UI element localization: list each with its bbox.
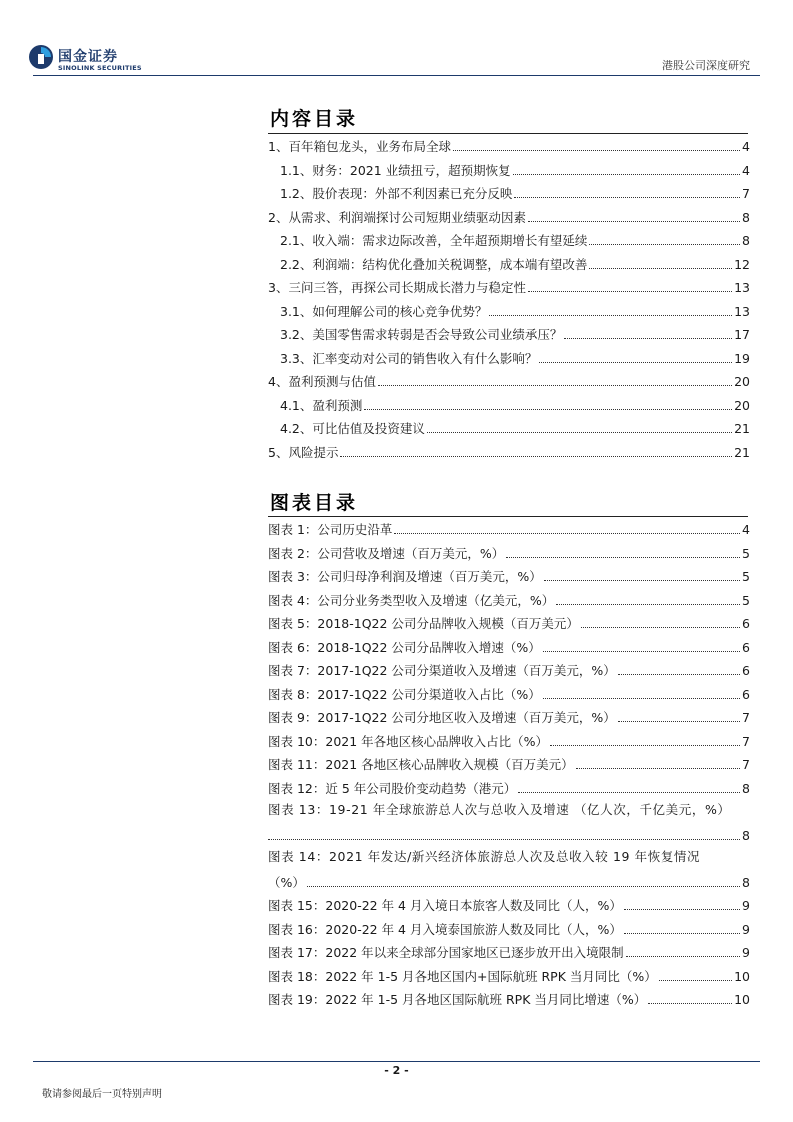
figure-entry[interactable] (268, 990, 750, 1008)
figure-entry[interactable] (268, 896, 750, 914)
figure-entry-label: 图表 14：2021 年发达/新兴经济体旅游总人次及总收入较 19 年恢复情况 (268, 849, 701, 864)
figure-entry-page: 4 (742, 522, 750, 537)
figure-entry[interactable] (268, 779, 750, 797)
toc-entry-label: 3、三问三答，再探公司长期成长潜力与稳定性 (268, 280, 526, 295)
toc-leader (648, 1003, 732, 1004)
toc-entry-label: 5、风险提示 (268, 444, 339, 460)
figure-entry[interactable] (268, 685, 750, 703)
toc-entry-page: 21 (734, 444, 750, 460)
toc-entry[interactable] (268, 302, 750, 320)
toc-leader (556, 604, 740, 605)
toc-leader (543, 651, 740, 652)
toc-entry-page: 21 (734, 421, 750, 436)
figure-entry-page: 6 (742, 616, 750, 631)
figure-entry[interactable] (268, 661, 750, 679)
toc-entry-label: 3.1、如何理解公司的核心竞争优势？ (280, 303, 488, 319)
toc-leader (624, 909, 740, 910)
figure-entry-page: 6 (742, 639, 750, 655)
toc-leader (364, 409, 732, 410)
figure-entry-page: 9 (742, 921, 750, 937)
brand-logo (28, 44, 153, 74)
toc-entry[interactable] (268, 325, 750, 343)
toc-leader (618, 674, 740, 675)
figure-entry[interactable] (268, 520, 750, 538)
toc-entry[interactable] (268, 278, 750, 296)
toc-entry-page: 4 (742, 162, 750, 178)
figures-title-divider (268, 516, 748, 517)
toc-entry-label: 1、百年箱包龙头，业务布局全球 (268, 139, 451, 154)
toc-entry-page: 20 (734, 374, 750, 389)
page-header (0, 0, 793, 80)
toc-leader (518, 792, 740, 793)
figure-entry-label: 图表 15：2020-22 年 4 月入境日本旅客人数及同比（人，%） (268, 898, 622, 913)
toc-leader (624, 933, 740, 934)
toc-entry-page: 17 (734, 327, 750, 342)
figures-title: 图表目录 (270, 492, 359, 514)
figure-entry-label: 图表 11：2021 各地区核心品牌收入规模（百万美元） (268, 757, 574, 772)
figure-entry-page: 9 (742, 945, 750, 960)
figure-entry-line1[interactable] (268, 849, 750, 867)
figure-entry-label: 图表 1：公司历史沿革 (268, 522, 393, 537)
figure-entry[interactable] (268, 591, 750, 609)
figure-entry-label: 图表 16：2020-22 年 4 月入境泰国旅游人数及同比（人，%） (268, 921, 622, 937)
figure-entry-label: 图表 9：2017-1Q22 公司分地区收入及增速（百万美元，%） (268, 710, 616, 725)
toc-leader (340, 456, 732, 457)
toc-leader (427, 432, 732, 433)
figure-entry-line2[interactable] (268, 826, 750, 844)
toc-leader (576, 768, 740, 769)
page-number: - 2 - (384, 1064, 409, 1077)
toc-entry-label: 1.1、财务：2021 业绩扭亏，超预期恢复 (280, 162, 511, 178)
figure-entry-label: 图表 6：2018-1Q22 公司分品牌收入增速（%） (268, 639, 541, 655)
logo-chinese-name: 国金证券 (58, 49, 118, 65)
figure-entry[interactable] (268, 544, 750, 562)
figure-entry-label: 图表 12：近 5 年公司股价变动趋势（港元） (268, 780, 517, 796)
footer-divider (33, 1061, 760, 1062)
figure-entry-label: 图表 17：2022 年以来全球部分国家地区已逐步放开出入境限制 (268, 945, 624, 960)
figure-entry-label: 图表 10：2021 年各地区核心品牌收入占比（%） (268, 733, 549, 749)
figure-entry[interactable] (268, 614, 750, 632)
toc-entry[interactable] (268, 231, 750, 249)
toc-leader (626, 956, 740, 957)
figure-entry-page: 6 (742, 663, 750, 678)
toc-entry-page: 19 (734, 350, 750, 366)
figure-entry[interactable] (268, 732, 750, 750)
figure-entry[interactable] (268, 638, 750, 656)
figure-entry-page: 8 (742, 780, 750, 796)
figure-entry-page: 8 (742, 827, 750, 843)
figure-entry[interactable] (268, 708, 750, 726)
toc-entry-page: 20 (734, 397, 750, 413)
toc-leader (307, 886, 740, 887)
toc-entry-page: 13 (734, 303, 750, 319)
toc-entry[interactable] (268, 443, 750, 461)
figure-entry-page: 9 (742, 898, 750, 913)
figure-entry-label: 图表 8：2017-1Q22 公司分渠道收入占比（%） (268, 686, 541, 702)
toc-leader (544, 580, 740, 581)
contents-title-divider (268, 133, 748, 134)
figure-entry-page: 8 (742, 874, 750, 890)
toc-entry[interactable] (268, 396, 750, 414)
toc-leader (528, 221, 740, 222)
figure-entry[interactable] (268, 755, 750, 773)
toc-leader (528, 291, 732, 292)
toc-entry-label: 4.2、可比估值及投资建议 (280, 421, 425, 436)
toc-entry-label: 4、盈利预测与估值 (268, 374, 376, 389)
toc-leader (268, 839, 740, 840)
toc-leader (539, 362, 732, 363)
toc-entry-page: 8 (742, 233, 750, 248)
toc-entry-page: 4 (742, 139, 750, 154)
toc-entry[interactable] (268, 372, 750, 390)
figure-entry-page: 10 (734, 968, 750, 984)
figure-entry-label: 图表 4：公司分业务类型收入及增速（亿美元，%） (268, 592, 555, 608)
figure-entry-page: 5 (742, 545, 750, 561)
figure-entry-page: 7 (742, 710, 750, 725)
toc-leader (394, 533, 740, 534)
toc-entry-label: 2.2、利润端：结构优化叠加关税调整，成本端有望改善 (280, 256, 588, 272)
toc-entry[interactable] (268, 137, 750, 155)
toc-leader (453, 150, 740, 151)
figure-entry-label: 图表 7：2017-1Q22 公司分渠道收入及增速（百万美元，%） (268, 663, 616, 678)
toc-entry[interactable] (268, 255, 750, 273)
toc-leader (506, 557, 740, 558)
toc-leader (564, 338, 732, 339)
figure-entry[interactable] (268, 920, 750, 938)
figure-entry-page: 5 (742, 592, 750, 608)
toc-leader (550, 745, 740, 746)
header-divider (33, 75, 760, 76)
toc-entry-label: 2、从需求、利润端探讨公司短期业绩驱动因素 (268, 209, 526, 225)
disclaimer-note: 敬请参阅最后一页特别声明 (42, 1089, 162, 1100)
figure-entry-label: 图表 3：公司归母净利润及增速（百万美元，%） (268, 569, 542, 584)
figure-entry-label: 图表 19：2022 年 1-5 月各地区国际航班 RPK 当月同比增速（%） (268, 992, 647, 1007)
logo-english-name: SINOLINK SECURITIES (58, 64, 142, 72)
toc-entry-label: 1.2、股价表现：外部不利因素已充分反映 (280, 186, 513, 201)
contents-title: 内容目录 (270, 108, 359, 130)
toc-entry-label: 3.2、美国零售需求转弱是否会导致公司业绩承压？ (280, 327, 563, 342)
toc-leader (581, 627, 740, 628)
toc-leader (514, 197, 740, 198)
toc-leader (378, 385, 732, 386)
figure-entry-line2[interactable] (268, 873, 750, 891)
report-type-label: 港股公司深度研究 (662, 59, 750, 72)
figure-entry-line1[interactable] (268, 802, 750, 820)
figure-entry-label: 图表 18：2022 年 1-5 月各地区国内+国际航班 RPK 当月同比（%） (268, 968, 657, 984)
figure-entry[interactable] (268, 567, 750, 585)
toc-entry[interactable] (268, 184, 750, 202)
figure-entry-page: 6 (742, 686, 750, 702)
toc-entry-page: 7 (742, 186, 750, 201)
toc-leader (543, 698, 740, 699)
toc-entry-label: 3.3、汇率变动对公司的销售收入有什么影响？ (280, 350, 538, 366)
figure-entry-label: 图表 5：2018-1Q22 公司分品牌收入规模（百万美元） (268, 616, 579, 631)
toc-entry-page: 13 (734, 280, 750, 295)
toc-entry-page: 12 (734, 256, 750, 272)
figure-entry-label: 图表 2：公司营收及增速（百万美元，%） (268, 545, 505, 561)
toc-leader (589, 244, 740, 245)
toc-entry[interactable] (268, 349, 750, 367)
figure-entry-label: 图表 13：19-21 年全球旅游总人次与总收入及增速 （亿人次，千亿美元，%） (268, 802, 731, 817)
toc-leader (659, 980, 732, 981)
toc-entry-label: 4.1、盈利预测 (280, 397, 363, 413)
sinolink-logo-icon (28, 44, 54, 70)
toc-leader (489, 315, 732, 316)
toc-leader (513, 174, 740, 175)
toc-entry-label: 2.1、收入端：需求边际改善，全年超预期增长有望延续 (280, 233, 588, 248)
toc-entry[interactable] (268, 419, 750, 437)
toc-entry-page: 8 (742, 209, 750, 225)
toc-leader (618, 721, 740, 722)
figure-entry-label-cont: （%） (268, 874, 305, 890)
toc-leader (589, 268, 732, 269)
toc-entry[interactable] (268, 161, 750, 179)
figure-entry-page: 10 (734, 992, 750, 1007)
figure-entry-page: 7 (742, 733, 750, 749)
figure-entry-page: 5 (742, 569, 750, 584)
figure-entry-page: 7 (742, 757, 750, 772)
toc-entry[interactable] (268, 208, 750, 226)
figure-entry[interactable] (268, 967, 750, 985)
figure-entry[interactable] (268, 943, 750, 961)
